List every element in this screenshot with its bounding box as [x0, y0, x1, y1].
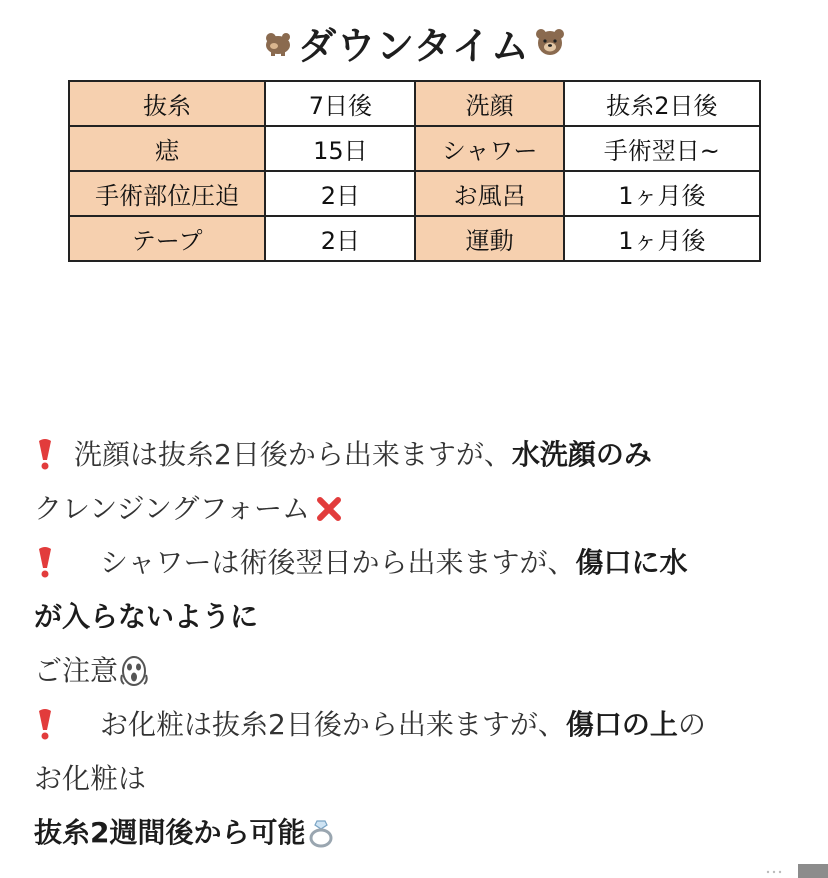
table-row: [69, 216, 760, 261]
table-cell: 2日: [265, 216, 415, 261]
downtime-table: [68, 80, 761, 262]
note-bold: が入らないように: [34, 600, 259, 633]
note-line: [34, 536, 814, 590]
table-row: [69, 81, 760, 126]
table-cell: 痣: [69, 126, 265, 171]
note-line: [34, 806, 814, 860]
title-row: [0, 14, 828, 70]
note-bold: 傷口の上: [565, 708, 678, 741]
bear-face-icon: [534, 26, 566, 58]
table-cell: 運動: [415, 216, 563, 261]
table-row: [69, 126, 760, 171]
note-line: [34, 752, 814, 806]
table-row: [69, 171, 760, 216]
red-exclamation-icon: [34, 708, 56, 742]
dots-icon: [766, 870, 782, 874]
red-exclamation-icon: [34, 438, 56, 472]
corner-tab: [798, 864, 828, 878]
table-cell: シャワー: [415, 126, 563, 171]
table-cell: 手術翌日~: [564, 126, 760, 171]
notes-section: [34, 428, 814, 860]
note-text: クレンジングフォーム: [34, 492, 310, 525]
table-cell: 手術部位圧迫: [69, 171, 265, 216]
note-line: [34, 482, 814, 536]
table-cell: 1ヶ月後: [564, 216, 760, 261]
red-exclamation-icon: [34, 546, 56, 580]
table-cell: 抜糸2日後: [564, 81, 760, 126]
note-line: [34, 644, 814, 698]
table-cell: 2日: [265, 171, 415, 216]
note-bold: 水洗顔のみ: [511, 438, 652, 471]
table-cell: 15日: [265, 126, 415, 171]
table-cell: 1ヶ月後: [564, 171, 760, 216]
note-text: の: [677, 708, 706, 741]
note-line: [34, 698, 814, 752]
bear-icon: [262, 26, 294, 58]
note-text: シャワーは術後翌日から出来ますが、: [100, 546, 576, 579]
note-text: ご注意: [34, 654, 119, 687]
table-cell: 7日後: [265, 81, 415, 126]
note-text: お化粧は抜糸2日後から出来ますが、: [100, 708, 566, 741]
note-bold: 傷口に水: [575, 546, 688, 579]
table-cell: テープ: [69, 216, 265, 261]
note-text: お化粧は: [34, 762, 147, 795]
ring-icon: [307, 818, 335, 848]
note-bold: 抜糸2週間後から可能: [34, 816, 306, 849]
scream-face-icon: [118, 655, 150, 687]
table-cell: 洗顔: [415, 81, 563, 126]
page-title: ダウンタイム: [298, 23, 530, 68]
note-line: [34, 590, 814, 644]
red-x-icon: [316, 496, 342, 522]
note-text: 洗顔は抜糸2日後から出来ますが、: [74, 438, 512, 471]
table-cell: 抜糸: [69, 81, 265, 126]
note-line: [34, 428, 814, 482]
table-cell: お風呂: [415, 171, 563, 216]
